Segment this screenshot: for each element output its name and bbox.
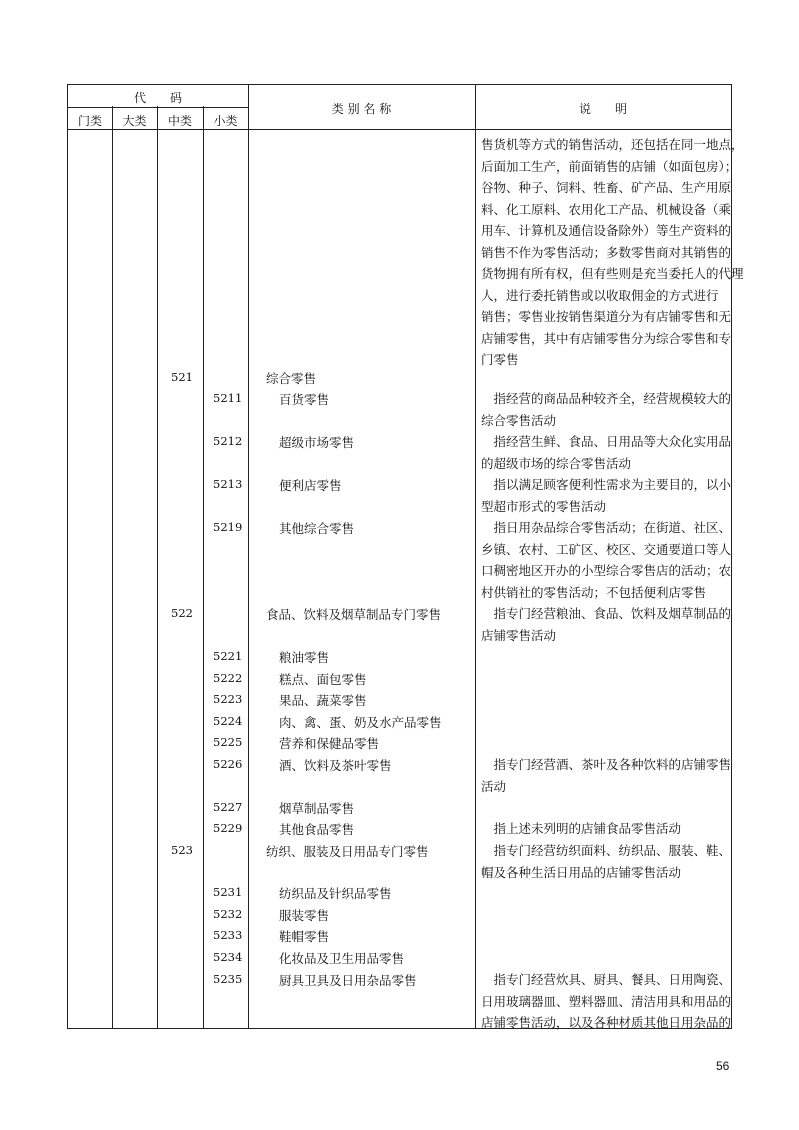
col-divider-xiao <box>248 85 249 1028</box>
xiao-code: 5225 <box>213 735 243 749</box>
xiao-code: 5211 <box>213 391 243 405</box>
description-line: 帽及各种生活日用品的店铺零售活动 <box>481 864 682 880</box>
description-line: 指经营的商品品种较齐全，经营规模较大的 <box>481 391 732 406</box>
page-number: 56 <box>716 1059 730 1073</box>
description-line: 的超级市场的综合零售活动 <box>481 455 632 471</box>
header-code: 代 码 <box>133 91 182 105</box>
xiao-code: 5231 <box>213 885 243 899</box>
description-line: 指专门经营酒、茶叶及各种饮料的店铺零售 <box>481 757 732 772</box>
header-xiao: 小类 <box>213 114 238 128</box>
xiao-code: 5233 <box>213 928 243 942</box>
description-line: 门零售 <box>481 352 519 367</box>
col-divider-men <box>112 85 113 1028</box>
header-desc: 说 明 <box>578 102 627 116</box>
category-name: 鞋帽零售 <box>279 929 330 944</box>
category-name: 其他食品零售 <box>279 822 355 837</box>
category-name: 食品、饮料及烟草制品专门零售 <box>266 607 442 622</box>
zhong-code: 522 <box>171 606 193 620</box>
header-subdivider <box>68 107 248 108</box>
description-line: 用车、计算机及通信设备除外）等生产资料的 <box>481 223 732 238</box>
description-line: 乡镇、农村、工矿区、校区、交通要道口等人 <box>481 541 732 557</box>
description-line: 销售不作为零售活动；多数零售商对其销售的 <box>481 244 732 260</box>
description-line: 指专门经营粮油、食品、饮料及烟草制品的 <box>481 606 732 621</box>
category-name: 果品、蔬菜零售 <box>279 693 367 708</box>
xiao-code: 5227 <box>213 800 243 814</box>
xiao-code: 5226 <box>213 757 243 771</box>
xiao-code: 5219 <box>213 520 243 534</box>
description-line: 销售；零售业按销售渠道分为有店铺零售和无 <box>481 309 732 324</box>
description-line: 后面加工生产，前面销售的店铺（如面包房）； <box>481 158 738 174</box>
description-line: 日用玻璃器皿、塑料器皿、清洁用具和用品的 <box>481 993 732 1009</box>
col-divider-da <box>157 85 158 1028</box>
category-name: 化妆品及卫生用品零售 <box>279 951 405 966</box>
category-name: 其他综合零售 <box>279 521 355 536</box>
description-line: 店铺零售，其中有店铺零售分为综合零售和专 <box>481 330 732 346</box>
xiao-code: 5234 <box>213 950 243 964</box>
category-name: 肉、禽、蛋、奶及水产品零售 <box>279 715 442 730</box>
category-name: 纺织品及针织品零售 <box>279 886 392 901</box>
description-line: 指经营生鲜、食品、日用品等大众化实用品 <box>481 434 732 449</box>
description-line: 店铺零售活动，以及各种材质其他日用杂品的 <box>481 1015 732 1030</box>
category-name: 糕点、面包零售 <box>279 672 367 687</box>
classification-table <box>67 84 744 1030</box>
description-line: 谷物、种子、饲料、牲畜、矿产品、生产用原 <box>481 180 732 195</box>
description-line: 指日用杂品综合零售活动；在街道、社区、 <box>481 520 732 535</box>
category-name: 烟草制品零售 <box>279 801 355 816</box>
description-line: 口稠密地区开办的小型综合零售店的活动；农 <box>481 563 732 578</box>
zhong-code: 521 <box>171 370 193 384</box>
description-line: 指上述未列明的店铺食品零售活动 <box>481 821 682 836</box>
description-line: 人，进行委托销售或以收取佣金的方式进行 <box>481 287 719 303</box>
category-name: 酒、饮料及茶叶零售 <box>279 758 392 773</box>
description-line: 售货机等方式的销售活动，还包括在同一地点， <box>481 137 744 152</box>
xiao-code: 5223 <box>213 692 243 706</box>
description-line: 型超市形式的零售活动 <box>481 498 607 514</box>
xiao-code: 5212 <box>213 434 243 448</box>
category-name: 厨具卫具及日用杂品零售 <box>279 973 417 988</box>
description-line: 指专门经营炊具、厨具、餐具、日用陶瓷、 <box>481 972 732 987</box>
header-men: 门类 <box>77 114 102 128</box>
category-name: 综合零售 <box>266 371 317 386</box>
description-line: 活动 <box>481 778 507 794</box>
header-zhong: 中类 <box>167 114 192 128</box>
col-divider-zhong <box>203 85 204 1028</box>
header-bottom-line <box>68 129 731 130</box>
xiao-code: 5224 <box>213 714 243 728</box>
category-name: 超级市场零售 <box>279 435 355 450</box>
description-line: 料、化工原料、农用化工产品、机械设备（乘 <box>481 201 732 217</box>
category-name: 便利店零售 <box>279 478 342 493</box>
description-line: 村供销社的零售活动；不包括便利店零售 <box>481 584 707 600</box>
xiao-code: 5221 <box>213 649 243 663</box>
xiao-code: 5213 <box>213 477 243 491</box>
xiao-code: 5232 <box>213 907 243 921</box>
description-line: 指以满足顾客便利性需求为主要目的，以小 <box>481 477 732 492</box>
zhong-code: 523 <box>171 843 193 857</box>
col-divider-name <box>475 85 476 1028</box>
header-da: 大类 <box>122 114 147 128</box>
category-name: 百货零售 <box>279 392 330 407</box>
xiao-code: 5235 <box>213 972 243 986</box>
category-name: 纺织、服装及日用品专门零售 <box>266 844 429 859</box>
xiao-code: 5222 <box>213 671 243 685</box>
description-line: 综合零售活动 <box>481 412 557 428</box>
category-name: 粮油零售 <box>279 650 330 665</box>
description-line: 店铺零售活动 <box>481 627 557 643</box>
category-name: 服装零售 <box>279 908 330 923</box>
description-line: 指专门经营纺织面料、纺织品、服装、鞋、 <box>481 843 732 858</box>
category-name: 营养和保健品零售 <box>279 736 380 751</box>
xiao-code: 5229 <box>213 821 243 835</box>
description-line: 货物拥有所有权，但有些则是充当委托人的代理 <box>481 266 744 281</box>
header-name: 类 别 名 称 <box>331 102 392 116</box>
